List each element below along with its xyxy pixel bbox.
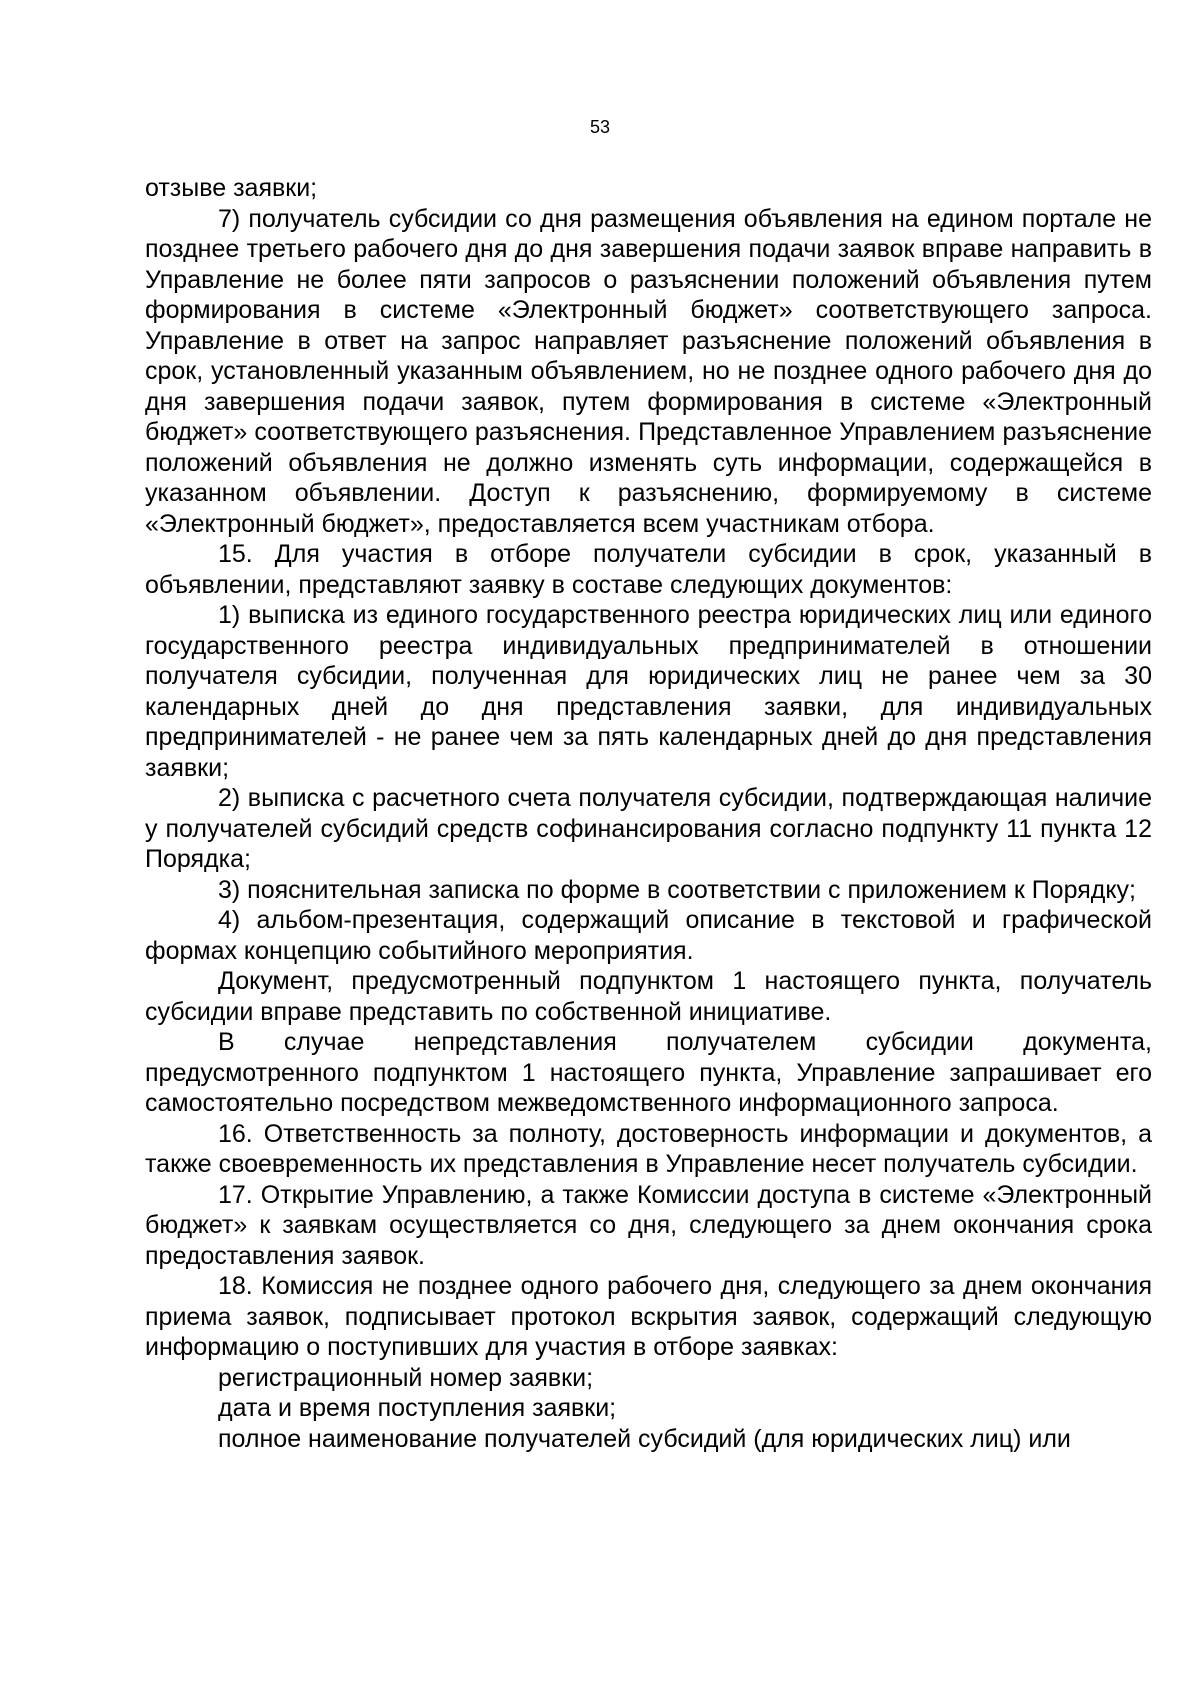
paragraph: Документ, предусмотренный подпунктом 1 настоящего пункта, получатель субсидии вправе представить по собственной инициативе. [145, 967, 1152, 1026]
paragraph: 18. Комиссия не позднее одного рабочего дня, следующего за днем окончания приема заявок, подписывает протокол вскрытия заявок, содержащий следующую информацию о поступивших для участия в отборе заявках: [145, 1272, 1152, 1361]
page-number: 53 [589, 117, 611, 137]
paragraph: 3) пояснительная записка по форме в соответствии с приложением к Порядку; [218, 875, 1136, 904]
paragraph: 7) получатель субсидии со дня размещения объявления на едином портале не позднее третьего рабочего дня до дня завершения подачи заявок вправе направить в Управление не более пяти запросов о разъяснении положений объявления путем формирования в системе «Электронный бюджет» соответствующего запроса. Управление в ответ на запрос направляет разъяснение положений объявления в срок, установленный указанным объявлением, но не позднее одного рабочего дня до дня завершения подачи заявок, путем формирования в системе «Электронный бюджет» соответствующего разъяснения. Представленное Управлением разъяснение положений объявления не должно изменять суть информации, содержащейся в указанном объявлении. Доступ к разъяснению, формируемому в системе «Электронный бюджет», предоставляется всем участникам отбора. [145, 204, 1152, 538]
paragraph: дата и время поступления заявки; [218, 1394, 617, 1422]
paragraph: 15. Для участия в отборе получатели субсидии в срок, указанный в объявлении, представляют заявку в составе следующих документов: [145, 540, 1152, 599]
paragraph: В случае непредставления получателем субсидии документа, предусмотренного подпунктом 1 настоящего пункта, Управление запрашивает его самостоятельно посредством межведомственного информационного запроса. [145, 1028, 1152, 1117]
document-body [145, 173, 1152, 1454]
paragraph: 16. Ответственность за полноту, достоверность информации и документов, а также своевременность их представления в Управление несет получатель субсидии. [145, 1119, 1152, 1178]
paragraph: 1) выписка из единого государственного реестра юридических лиц или единого государственного реестра индивидуальных предпринимателей в отношении получателя субсидии, полученная для юридических лиц не ранее чем за 30 календарных дней до дня представления заявки, для индивидуальных предпринимателей - не ранее чем за пять календарных дней до дня представления заявки; [145, 601, 1152, 782]
paragraph: 4) альбом-презентация, содержащий описание в текстовой и графической формах концепцию событийного мероприятия. [145, 906, 1152, 965]
paragraph: полное наименование получателей субсидий (для юридических лиц) или [218, 1424, 1071, 1453]
paragraph: отзыве заявки; [145, 174, 318, 202]
paragraph: 17. Открытие Управлению, а также Комиссии доступа в системе «Электронный бюджет» к заявкам осуществляется со дня, следующего за днем окончания срока предоставления заявок. [145, 1180, 1152, 1270]
paragraph: 2) выписка с расчетного счета получателя субсидии, подтверждающая наличие у получателей субсидий средств софинансирования согласно подпункту 11 пункта 12 Порядка; [145, 784, 1152, 873]
paragraph: регистрационный номер заявки; [218, 1363, 594, 1392]
